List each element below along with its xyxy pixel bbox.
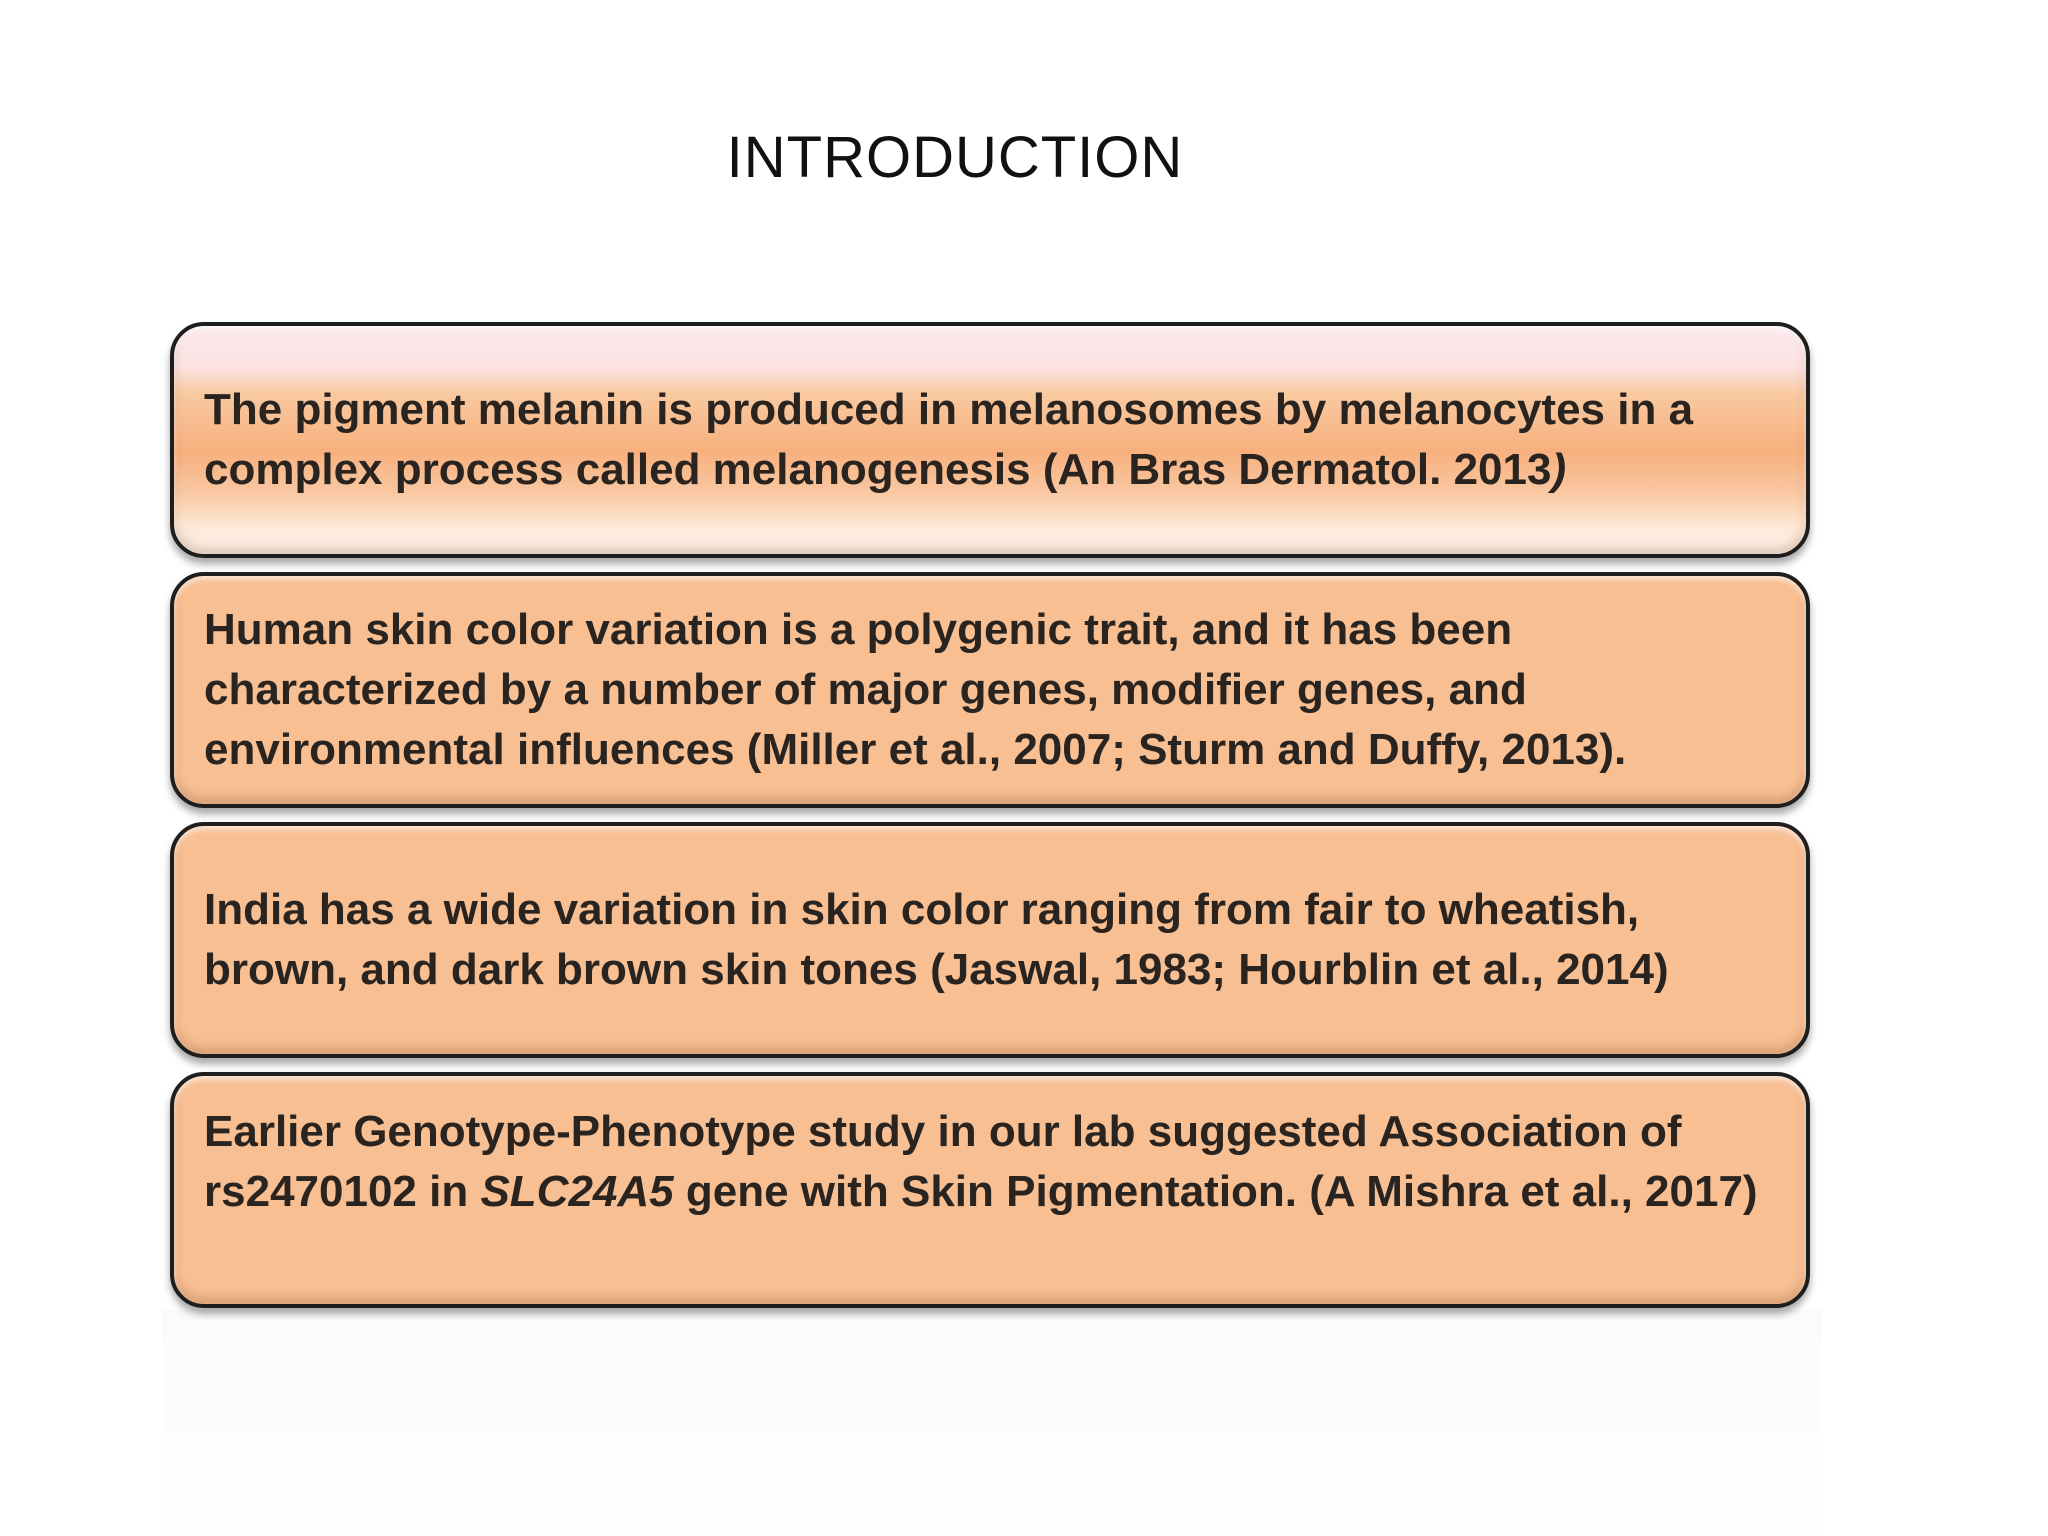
intro-box-4-text-after: gene with Skin Pigmentation. (A Mishra et al., 2017) [673,1167,1758,1216]
slide-title: INTRODUCTION [726,125,1184,190]
intro-box-3-text: India has a wide variation in skin color ranging from fair to wheatish, brown, and dark brown skin tones (Jaswal, 1983; Hourblin et al., 2014) [204,885,1669,994]
gene-name: SLC24A5 [480,1167,674,1216]
reflection-shadow [162,1310,1822,1536]
intro-box-1 [170,322,1810,558]
intro-box-1-italic-tail: ) [1551,445,1567,494]
intro-box-1-text [204,380,1776,500]
intro-box-4-text [204,1102,1776,1222]
intro-box-1-main: The pigment melanin is produced in melanosomes by melanocytes in a complex process called melanogenesis (An Bras Dermatol. 2013 [204,385,1694,494]
intro-box-2-text: Human skin color variation is a polygenic trait, and it has been characterized by a number of major genes, modifier genes, and environmental influences (Miller et al., 2007; Sturm and Duffy, 2013). [204,605,1627,774]
intro-box-2 [170,572,1810,808]
intro-box-3 [170,822,1810,1058]
intro-box-4 [170,1072,1810,1308]
intro-box-4-text-before: Earlier Genotype-Phenotype study in our lab suggested Association of rs2470102 in [204,1107,1682,1216]
